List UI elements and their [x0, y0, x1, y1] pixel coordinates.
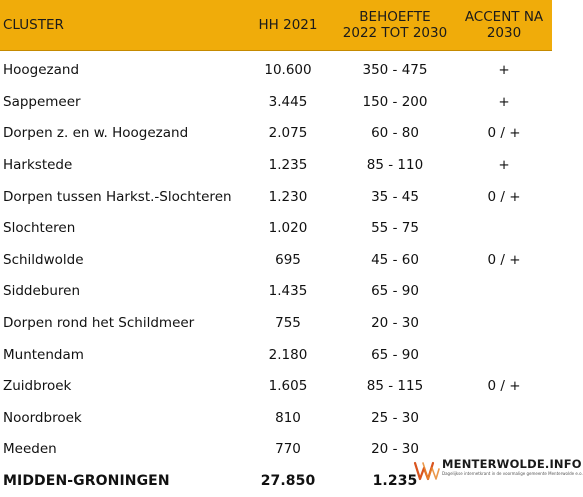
cluster-name: Harkstede	[3, 157, 73, 174]
hh-value: 1.435	[268, 283, 308, 300]
cluster-name: Siddeburen	[3, 283, 81, 300]
header-accent	[456, 0, 552, 50]
table-row	[0, 150, 552, 182]
table-row	[0, 55, 552, 87]
header-hh-2021	[242, 0, 334, 50]
behoefte-value: 85 - 115	[366, 378, 424, 395]
logo-text	[442, 458, 583, 476]
accent-value: +	[498, 62, 510, 79]
logo-tagline: Dagelijkse internetkrant in de voormalige gemeente Menterwolde e.o.	[442, 471, 583, 476]
header-accent-line2: 2030	[486, 25, 522, 41]
behoefte-value: 20 - 30	[371, 315, 419, 332]
total-cluster-name: MIDDEN-GRONINGEN	[3, 473, 170, 490]
menterwolde-logo	[414, 457, 583, 486]
table-row	[0, 213, 552, 245]
behoefte-value: 25 - 30	[371, 409, 419, 426]
accent-value: +	[498, 157, 510, 174]
hh-value: 1.235	[268, 157, 308, 174]
behoefte-value: 20 - 30	[371, 441, 419, 458]
cluster-name: Dorpen z. en w. Hoogezand	[3, 125, 189, 142]
cluster-name: Dorpen tussen Harkst.-Slochteren	[3, 188, 232, 205]
table-row	[0, 181, 552, 213]
table-row	[0, 118, 552, 150]
accent-value: +	[498, 93, 510, 110]
table-row	[0, 371, 552, 403]
header-behoefte-line1: BEHOEFTE	[359, 9, 431, 25]
behoefte-value: 65 - 90	[371, 283, 419, 300]
hh-value: 810	[275, 409, 301, 426]
accent-value: 0 / +	[487, 188, 521, 205]
header-behoefte	[334, 0, 456, 50]
header-cluster	[0, 0, 242, 50]
table-row	[0, 403, 552, 435]
hh-value: 1.020	[268, 220, 308, 237]
behoefte-value: 85 - 110	[366, 157, 424, 174]
table-header	[0, 0, 552, 51]
hh-value: 10.600	[264, 62, 312, 79]
header-hh-label: HH 2021	[258, 17, 318, 33]
total-hh-value: 27.850	[260, 473, 316, 490]
hh-value: 755	[275, 315, 301, 332]
menterwolde-logo-mark-icon	[414, 460, 440, 482]
logo-name: MENTERWOLDE.INFO	[442, 457, 582, 471]
cluster-name: Schildwolde	[3, 251, 84, 268]
table-row	[0, 339, 552, 371]
behoefte-value: 45 - 60	[371, 251, 419, 268]
behoefte-value: 55 - 75	[371, 220, 419, 237]
table-body	[0, 51, 552, 497]
table-row	[0, 308, 552, 340]
cluster-name: Meeden	[3, 441, 57, 458]
accent-value: 0 / +	[487, 251, 521, 268]
cluster-name: Dorpen rond het Schildmeer	[3, 315, 195, 332]
behoefte-value: 35 - 45	[371, 188, 419, 205]
behoefte-value: 60 - 80	[371, 125, 419, 142]
cluster-name: Zuidbroek	[3, 378, 72, 395]
header-cluster-label: CLUSTER	[3, 17, 64, 33]
hh-value: 1.230	[268, 188, 308, 205]
hh-value: 1.605	[268, 378, 308, 395]
accent-value: 0 / +	[487, 378, 521, 395]
hh-value: 3.445	[268, 93, 308, 110]
table-row	[0, 245, 552, 277]
cluster-name: Slochteren	[3, 220, 76, 237]
behoefte-value: 350 - 475	[362, 62, 428, 79]
behoefte-value: 65 - 90	[371, 346, 419, 363]
cluster-name: Noordbroek	[3, 409, 82, 426]
behoefte-value: 150 - 200	[362, 93, 428, 110]
accent-value: 0 / +	[487, 125, 521, 142]
table-row	[0, 87, 552, 119]
cluster-name: Sappemeer	[3, 93, 81, 110]
hh-value: 695	[275, 251, 301, 268]
hh-value: 2.180	[268, 346, 308, 363]
hh-value: 2.075	[268, 125, 308, 142]
hh-value: 770	[275, 441, 301, 458]
cluster-name: Muntendam	[3, 346, 84, 363]
cluster-name: Hoogezand	[3, 62, 80, 79]
table-row	[0, 276, 552, 308]
header-behoefte-line2: 2022 TOT 2030	[342, 25, 448, 41]
header-accent-line1: ACCENT NA	[464, 9, 544, 25]
total-behoefte-value: 1.235	[372, 473, 418, 490]
